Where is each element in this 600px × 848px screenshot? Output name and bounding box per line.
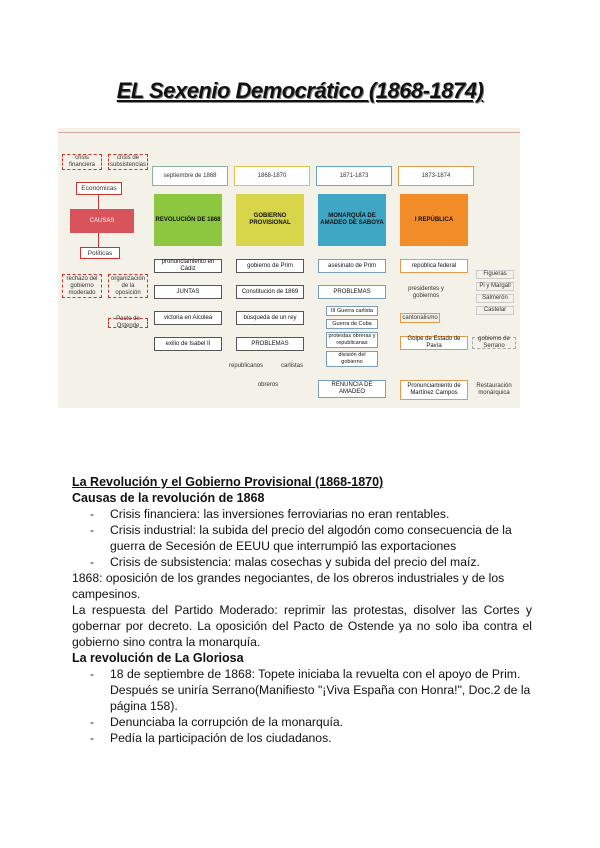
list-item: pronunciamiento en Cádiz — [154, 259, 222, 273]
pacto-ostende-box: Pacto de Ostende — [108, 318, 148, 328]
divider — [58, 132, 520, 133]
economicas-box: Económicas — [76, 182, 122, 195]
connector — [98, 233, 99, 247]
list-item: - Crisis de subsistencia: malas cosechas y subida del precio del maíz. — [72, 554, 532, 570]
crisis-subsistencias-box: crisis de subsistencias — [109, 155, 147, 168]
timeline-1868-1870: 1868-1870 — [234, 166, 310, 186]
list-item: búsqueda de un rey — [236, 311, 304, 325]
list-item: obreros — [257, 381, 279, 388]
list-item: Pronunciamiento de Martínez Campos — [400, 380, 468, 400]
list-item: gobierno de Serrano — [472, 337, 516, 349]
connector — [98, 195, 99, 209]
timeline-1871-1873: 1871-1873 — [316, 166, 392, 186]
timeline-1873-1874: 1873-1874 — [398, 166, 474, 186]
stage-monarquia-amadeo: MONARQUÍA DE AMADEO DE SABOYA — [318, 194, 386, 246]
section-heading — [72, 474, 532, 746]
list-item: - Pedía la participación de los ciudadanos. — [72, 730, 532, 746]
list-item: republicanos — [228, 362, 264, 369]
stage-revolucion: REVOLUCIÓN DE 1868 — [154, 194, 222, 246]
list-item: protestas obreras y republicanas — [326, 332, 378, 348]
list-item: Restauración monárquica — [476, 383, 512, 396]
concept-diagram — [58, 128, 520, 408]
list-item: exilio de Isabel II — [154, 337, 222, 351]
stage-gobierno-provisional: GOBIERNO PROVISIONAL — [236, 194, 304, 246]
list-item: carlistas — [280, 362, 303, 369]
list-item: III Guerra carlista — [326, 306, 378, 316]
list-item: - Crisis industrial: la subida del precio del algodón como consecuencia de la guerra de Secesión de EEUU que interrumpió las exportaciones — [72, 522, 532, 554]
list-item: gobierno de Prim — [236, 259, 304, 273]
list-item: república federal — [400, 259, 468, 273]
list-item: RENUNCIA DE AMADEO — [318, 380, 386, 398]
crisis-financiera-box: crisis financiera — [62, 154, 102, 170]
list-item: Castelar — [476, 306, 514, 315]
timeline-1868: septiembre de 1868 — [152, 166, 228, 186]
list-item: PROBLEMAS — [318, 285, 386, 299]
list-item: - Crisis financiera: las inversiones ferroviarias no eran rentables. — [72, 506, 532, 522]
list-item: Salmerón — [476, 294, 514, 303]
paragraph: La respuesta del Partido Moderado: reprimir las protestas, disolver las Cortes y gobernar por decreto. La oposición del Pacto de Ostende ya no solo iba contra el gobierno sino contra la monarquía. — [72, 603, 532, 649]
organizacion-oposicion-box: organización de la oposición — [108, 274, 148, 298]
list-item: - Denunciaba la corrupción de la monarquía. — [72, 714, 532, 730]
list-item: - 18 de septiembre de 1868: Topete iniciaba la revuelta con el apoyo de Prim. Después se uniría Serrano(Manifiesto "¡Viva España con Honra!", Doc.2 de la página 158). — [72, 666, 532, 714]
subsection-title: La revolución de La Gloriosa — [72, 651, 244, 665]
list-item: presidentes y gobiernos — [408, 286, 444, 299]
list-item: Constitución de 1869 — [236, 285, 304, 299]
list-item: división del gobierno — [326, 351, 378, 367]
list-item: victoria en Alcolea — [154, 311, 222, 325]
list-item: cantonalismo — [400, 313, 440, 323]
list-item: Guerra de Cuba — [326, 319, 378, 329]
page-title: EL Sexenio Democrático (1868-1874) — [116, 78, 484, 103]
list-item: Golpe de Estado de Pavía — [400, 336, 468, 350]
list-item: PROBLEMAS — [236, 337, 304, 351]
list-item: Pi y Margall — [476, 282, 514, 291]
section-title: La Revolución y el Gobierno Provisional (1868-1870) — [72, 475, 384, 489]
list-item: asesinato de Prim — [318, 259, 386, 273]
causas-box: CAUSAS — [70, 209, 134, 233]
list-item: Figueras — [476, 270, 514, 279]
stage-primera-republica: I REPÚBLICA — [400, 194, 468, 246]
rechazo-gobierno-box: rechazo del gobierno moderado — [62, 274, 102, 298]
politicas-box: Políticas — [80, 247, 120, 259]
subsection-title: Causas de la revolución de 1868 — [72, 491, 265, 505]
list-item: JUNTAS — [154, 285, 222, 299]
paragraph: 1868: oposición de los grandes negociantes, de los obreros industriales y de los campesinos. — [72, 571, 505, 601]
